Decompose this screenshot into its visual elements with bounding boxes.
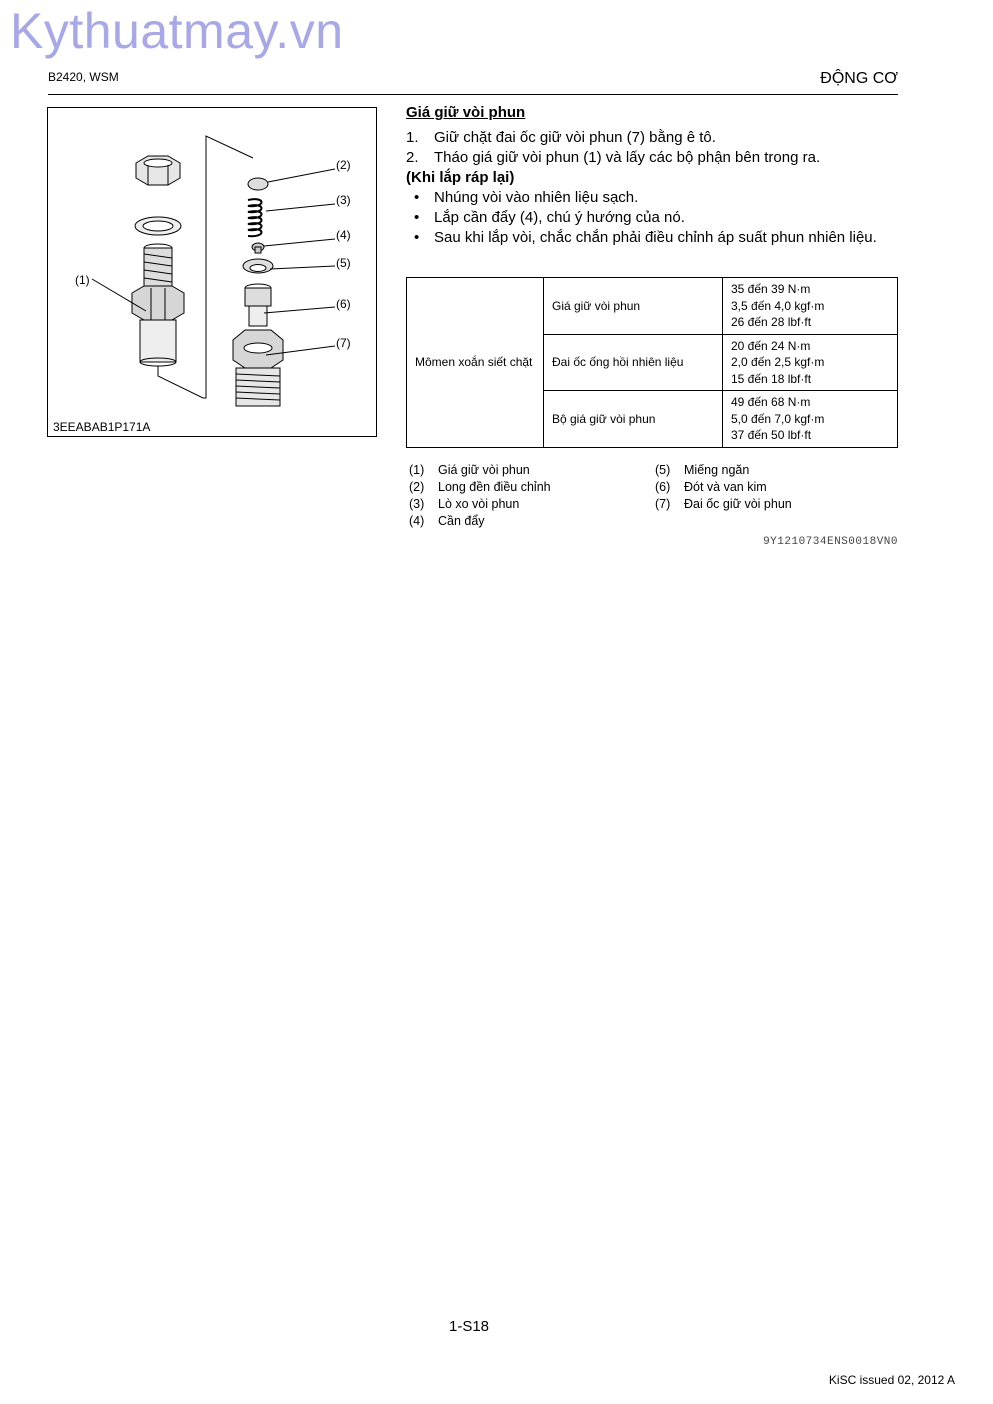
legend-item: (7) Đai ốc giữ vòi phun xyxy=(655,497,792,511)
legend-item: (6) Đót và van kim xyxy=(655,480,767,494)
table-item: Giá giữ vòi phun xyxy=(544,278,723,335)
bullet-1: • Nhúng vòi vào nhiên liệu sạch. xyxy=(414,189,639,206)
reassembly-heading: (Khi lắp ráp lại) xyxy=(406,169,515,186)
page-number: 1-S18 xyxy=(449,1318,490,1335)
figure-code: 3EEABAB1P171A xyxy=(53,420,151,434)
bullet-3: • Sau khi lắp vòi, chắc chắn phải điều chỉnh áp suất phun nhiên liệu. xyxy=(414,229,877,246)
table-values: 49 đến 68 N·m 5,0 đến 7,0 kgf·m 37 đến 50 lbf·ft xyxy=(723,391,898,448)
callout-5: (5) xyxy=(336,256,351,270)
legend-item: (2) Long đền điều chỉnh xyxy=(409,480,551,494)
legend-item: (5) Miếng ngăn xyxy=(655,463,750,477)
callout-2: (2) xyxy=(336,158,351,172)
injector-exploded-drawing xyxy=(48,108,378,438)
callout-4: (4) xyxy=(336,228,351,242)
step-1: 1. Giữ chặt đai ốc giữ vòi phun (7) bằng ê tô. xyxy=(406,129,716,146)
parts-legend-right xyxy=(655,462,792,513)
torque-spec-table xyxy=(406,277,898,448)
instructions xyxy=(406,103,898,248)
bullet-2: • Lắp cần đẩy (4), chú ý hướng của nó. xyxy=(414,209,685,226)
watermark-logo: Kythuatmay.vn xyxy=(10,3,344,59)
table-values: 35 đến 39 N·m 3,5 đến 4,0 kgf·m 26 đến 28 lbf·ft xyxy=(723,278,898,335)
table-item: Đai ốc ống hồi nhiên liệu xyxy=(544,334,723,391)
exploded-diagram xyxy=(47,107,377,437)
header-model: B2420, WSM xyxy=(48,70,119,84)
header-divider xyxy=(48,94,898,95)
table-values: 20 đến 24 N·m 2,0 đến 2,5 kgf·m 15 đến 18 lbf·ft xyxy=(723,334,898,391)
callout-7: (7) xyxy=(336,336,351,350)
torque-label: Mômen xoắn siết chặt xyxy=(407,278,544,448)
section-title: Giá giữ vòi phun xyxy=(406,104,526,121)
step-2: 2. Tháo giá giữ vòi phun (1) và lấy các bộ phận bên trong ra. xyxy=(406,149,821,166)
table-row xyxy=(407,278,898,335)
legend-item: (1) Giá giữ vòi phun xyxy=(409,463,530,477)
parts-legend-left xyxy=(409,462,551,530)
header-section: ĐỘNG CƠ xyxy=(820,70,898,87)
callout-3: (3) xyxy=(336,193,351,207)
issued-note: KiSC issued 02, 2012 A xyxy=(828,1373,955,1387)
callout-6: (6) xyxy=(336,297,351,311)
legend-item: (3) Lò xo vòi phun xyxy=(409,497,520,511)
legend-item: (4) Cần đẩy xyxy=(409,514,485,528)
table-item: Bộ giá giữ vòi phun xyxy=(544,391,723,448)
callout-1: (1) xyxy=(75,273,90,287)
document-code: 9Y1210734ENS0018VN0 xyxy=(763,536,898,548)
